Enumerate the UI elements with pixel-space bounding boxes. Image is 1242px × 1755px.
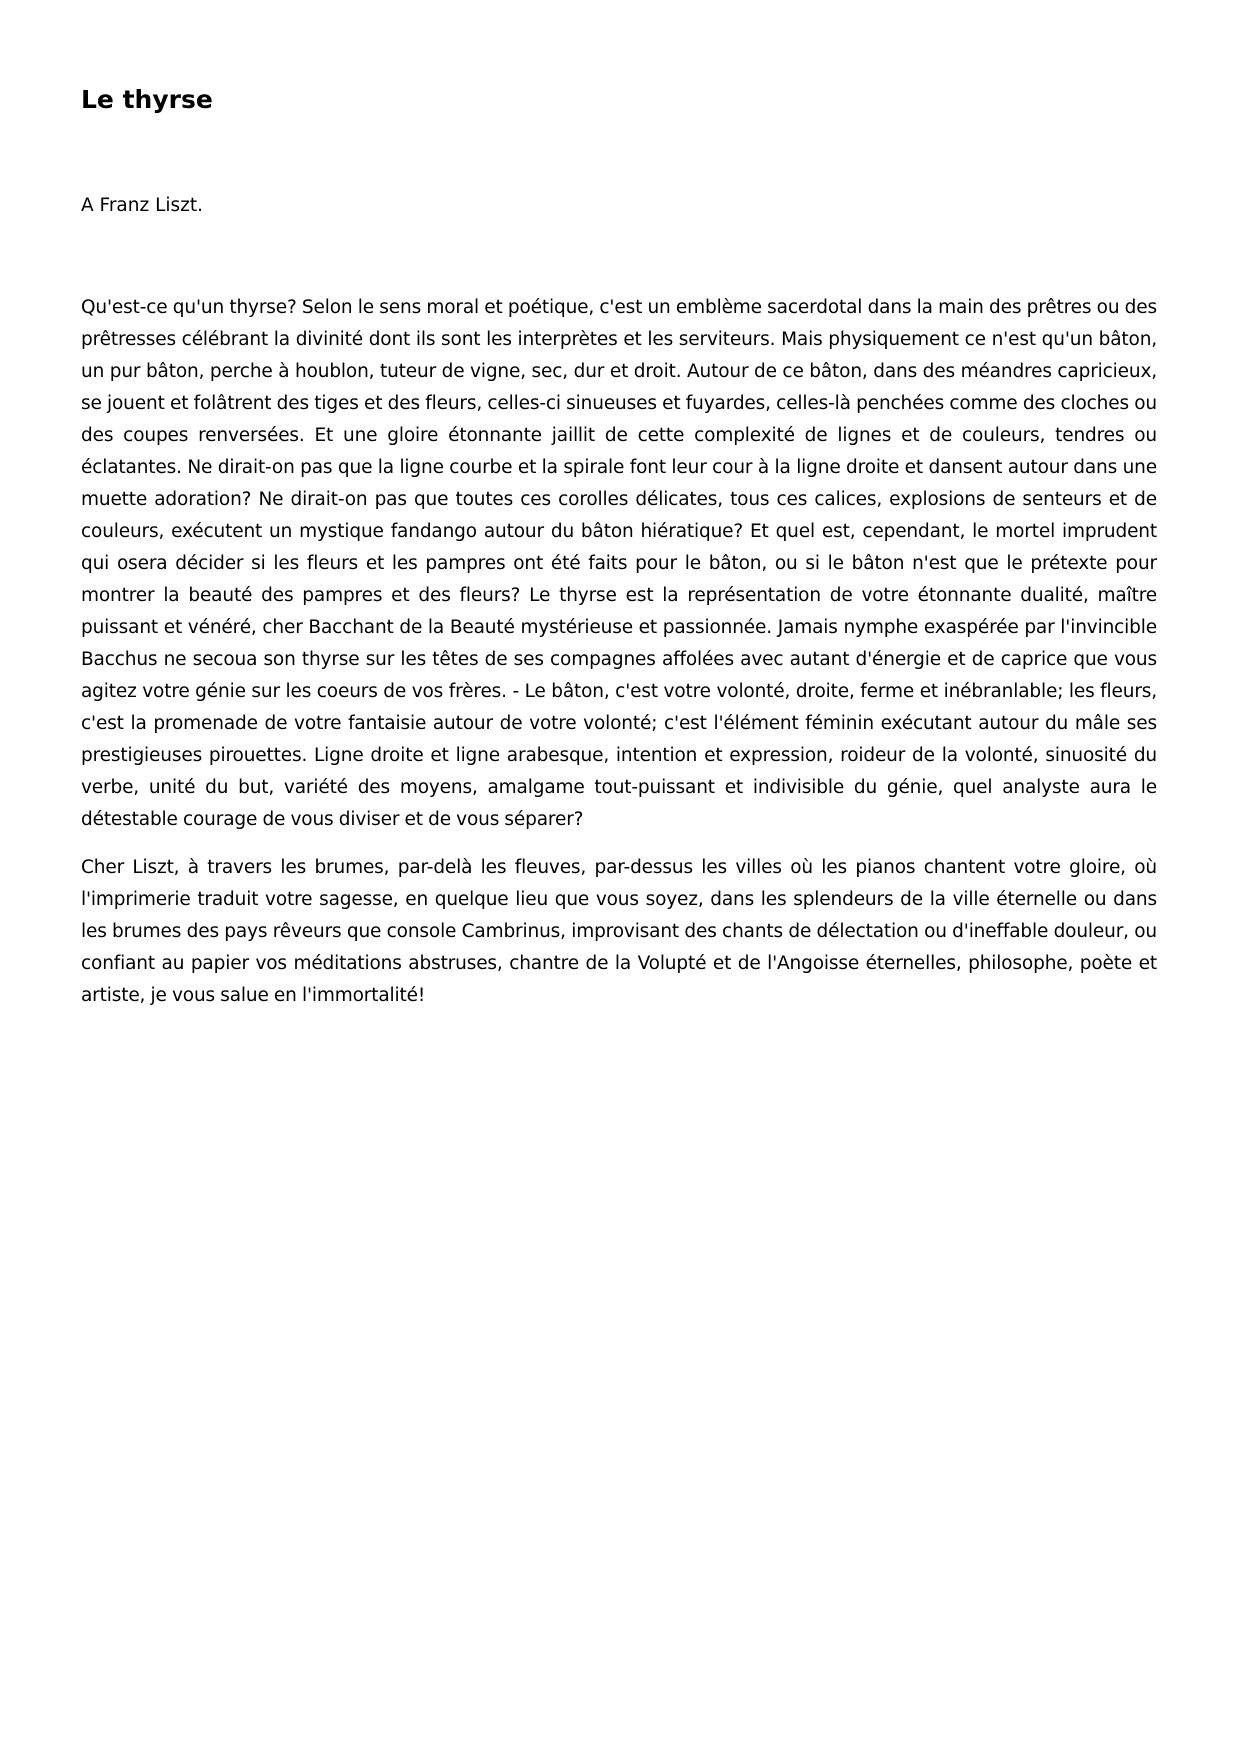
dedication: A Franz Liszt. bbox=[81, 195, 204, 216]
document-title: Le thyrse bbox=[81, 85, 213, 114]
body-text bbox=[81, 292, 1157, 1028]
paragraph: Cher Liszt, à travers les brumes, par-delà les fleuves, par-dessus les villes où les pianos chantent votre gloire, où l'imprimerie traduit votre sagesse, en quelque lieu que vous soyez, dans les splendeurs de la ville éternelle ou dans les brumes des pays rêveurs que console Cambrinus, improvisant des chants de délectation ou d'ineffable douleur, ou confiant au papier vos méditations abstruses, chantre de la Volupté et de l'Angoisse éternelles, philosophe, poète et artiste, je vous salue en l'immortalité! bbox=[81, 857, 1157, 1006]
paragraph: Qu'est-ce qu'un thyrse? Selon le sens moral et poétique, c'est un emblème sacerdotal dans la main des prêtres ou des prêtresses célébrant la divinité dont ils sont les interprètes et les serviteurs. Mais physiquement ce n'est qu'un bâton, un pur bâton, perche à houblon, tuteur de vigne, sec, dur et droit. Autour de ce bâton, dans des méandres capricieux, se jouent et folâtrent des tiges et des fleurs, celles-ci sinueuses et fuyardes, celles-là penchées comme des cloches ou des coupes renversées. Et une gloire étonnante jaillit de cette complexité de lignes et de couleurs, tendres ou éclatantes. Ne dirait-on pas que la ligne courbe et la spirale font leur cour à la ligne droite et dansent autour dans une muette adoration? Ne dirait-on pas que toutes ces corolles délicates, tous ces calices, explosions de senteurs et de couleurs, exécutent un mystique fandango autour du bâton hiératique? Et quel est, cependant, le mortel imprudent qui osera décider si les fleurs et les pampres ont été faits pour le bâton, ou si le bâton n'est que le prétexte pour montrer la beauté des pampres et des fleurs? Le thyrse est la représentation de votre étonnante dualité, maître puissant et vénéré, cher Bacchant de la Beauté mystérieuse et passionnée. Jamais nymphe exaspérée par l'invincible Bacchus ne secoua son thyrse sur les têtes de ses compagnes affolées avec autant d'énergie et de caprice que vous agitez votre génie sur les coeurs de vos frères. - Le bâton, c'est votre volonté, droite, ferme et inébranlable; les fleurs, c'est la promenade de votre fantaisie autour de votre volonté; c'est l'élément féminin exécutant autour du mâle ses prestigieuses pirouettes. Ligne droite et ligne arabesque, intention et expression, roideur de la volonté, sinuosité du verbe, unité du but, variété des moyens, amalgame tout-puissant et indivisible du génie, quel analyste aura le détestable courage de vous diviser et de vous séparer? bbox=[81, 297, 1157, 830]
